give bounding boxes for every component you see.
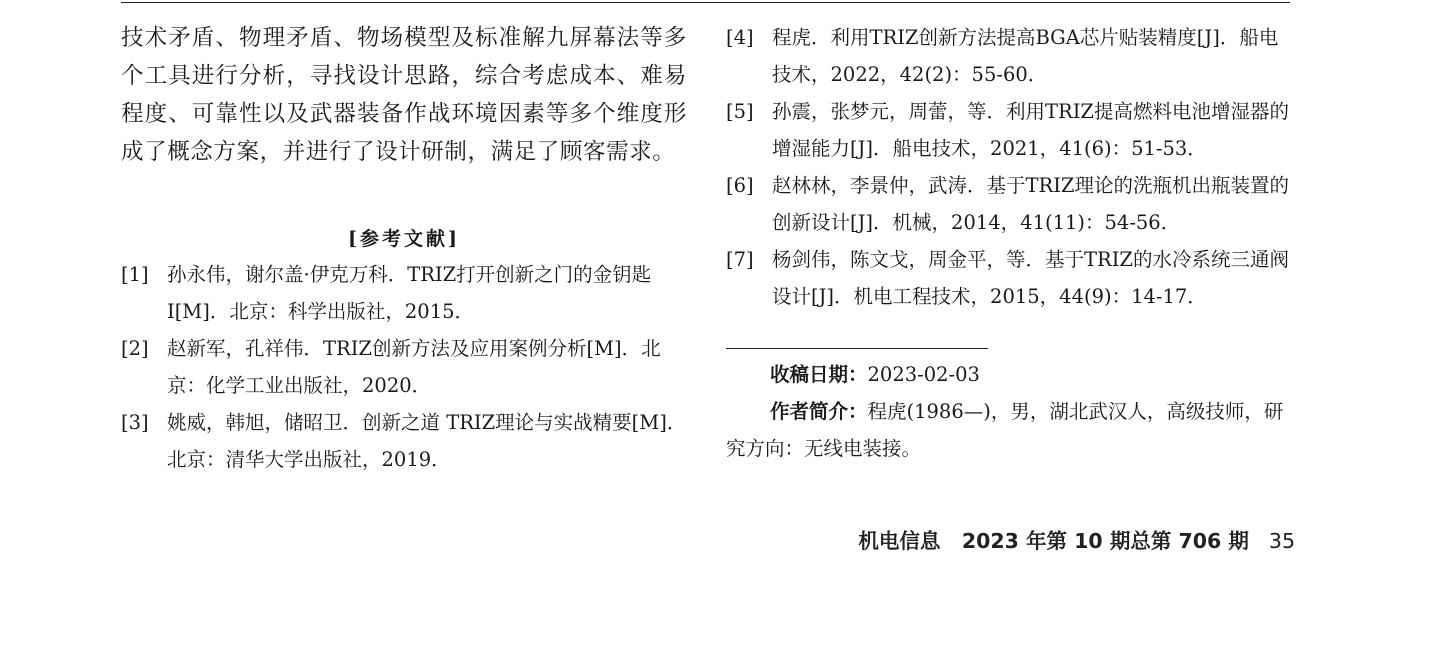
reference-number: [5] [726,100,754,123]
reference-text: 赵林林，李景仲，武涛．基于TRIZ理论的洗瓶机出瓶装置的创新设计[J]．机械，2014，41(11)：54-56． [772,174,1289,234]
author-bio-value: 程虎(1986—)，男，湖北武汉人，高级技师，研究方向：无线电装接。 [726,400,1284,460]
reference-item [121,256,687,330]
reference-text: 孙震，张梦元，周蕾，等．利用TRIZ提高燃料电池增湿器的增湿能力[J]．船电技术，2021，41(6)：51-53． [772,100,1289,160]
author-bio [726,393,1292,467]
footnote-divider [726,348,988,349]
reference-text: 赵新军，孔祥伟．TRIZ创新方法及应用案例分析[M]．北京：化学工业出版社，2020． [167,337,661,397]
left-column [121,19,687,478]
reference-item [726,167,1292,241]
reference-item [121,330,687,404]
body-paragraph: 技术矛盾、物理矛盾、物场模型及标准解九屏幕法等多个工具进行分析，寻找设计思路，综合考虑成本、难易程度、可靠性以及武器装备作战环境因素等多个维度形成了概念方案，并进行了设计研制，满足了顾客需求。 [121,25,687,165]
author-bio-label: 作者简介： [770,400,868,423]
issue-info: 2023 年第 10 期总第 706 期 [961,529,1249,553]
received-date-value: 2023-02-03 [867,363,980,386]
reference-number: [2] [121,337,149,360]
references-title: [参考文献] [348,228,460,250]
reference-text: 程虎．利用TRIZ创新方法提高BGA芯片贴装精度[J]．船电技术，2022，42(2)：55-60． [772,26,1279,86]
page-footer [858,524,1295,554]
received-date-label: 收稿日期： [770,363,868,386]
reference-number: [7] [726,248,754,271]
reference-number: [1] [121,263,149,286]
right-column [726,19,1292,315]
reference-item [726,93,1292,167]
reference-item [726,19,1292,93]
reference-item [726,241,1292,315]
top-rule [121,2,1290,3]
page-number: 35 [1268,529,1295,553]
reference-item [121,404,687,478]
journal-name: 机电信息 [858,529,941,553]
reference-text: 孙永伟，谢尔盖·伊克万科．TRIZ打开创新之门的金钥匙Ⅰ[M]．北京：科学出版社，2015． [167,263,652,323]
received-date [726,356,1292,393]
reference-text: 杨剑伟，陈文戈，周金平，等．基于TRIZ的水冷系统三通阀设计[J]．机电工程技术，2015，44(9)：14-17． [772,248,1289,308]
reference-number: [3] [121,411,149,434]
reference-number: [6] [726,174,754,197]
reference-text: 姚威，韩旭，储昭卫．创新之道 TRIZ理论与实战精要[M]．北京：清华大学出版社，2019． [167,411,687,471]
reference-number: [4] [726,26,754,49]
